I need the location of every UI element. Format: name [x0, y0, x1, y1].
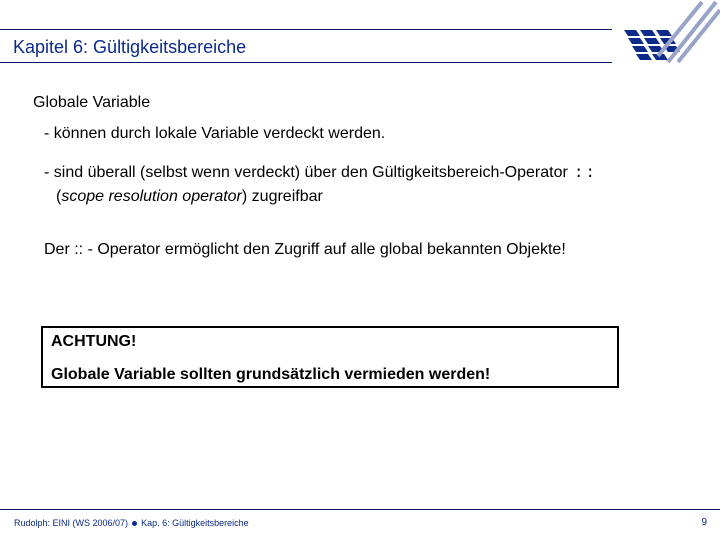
warning-box	[41, 326, 619, 388]
footer-chapter: Kap. 6: Gültigkeitsbereiche	[141, 518, 249, 528]
warning-text: Globale Variable sollten grundsätzlich vermieden werden!	[51, 366, 491, 383]
operator-remark: Der :: - Operator ermöglicht den Zugriff auf alle global bekannten Objekte!	[44, 241, 566, 258]
bullet-continuation	[56, 185, 323, 209]
english-term: scope resolution operator	[61, 188, 242, 205]
bullet-separator-icon	[132, 521, 137, 526]
page-number: 9	[701, 517, 707, 528]
footer-author: Rudolph: EINI (WS 2006/07)	[14, 518, 129, 528]
bullet-item	[44, 161, 597, 185]
warning-title: ACHTUNG!	[51, 333, 137, 350]
scope-operator-symbol: ::	[573, 164, 598, 182]
bullet-item: - können durch lokale Variable verdeckt werden.	[44, 125, 386, 142]
slide-title: Kapitel 6: Gültigkeitsbereiche	[13, 37, 247, 57]
paren-close-text: ) zugreifbar	[241, 188, 323, 205]
footer-info	[14, 518, 249, 528]
paren-open: (	[56, 188, 62, 205]
section-heading: Globale Variable	[33, 94, 151, 111]
bullet-text: - sind überall (selbst wenn verdeckt) über den Gültigkeitsbereich-Operator	[44, 164, 568, 181]
footer-rule	[0, 509, 720, 510]
